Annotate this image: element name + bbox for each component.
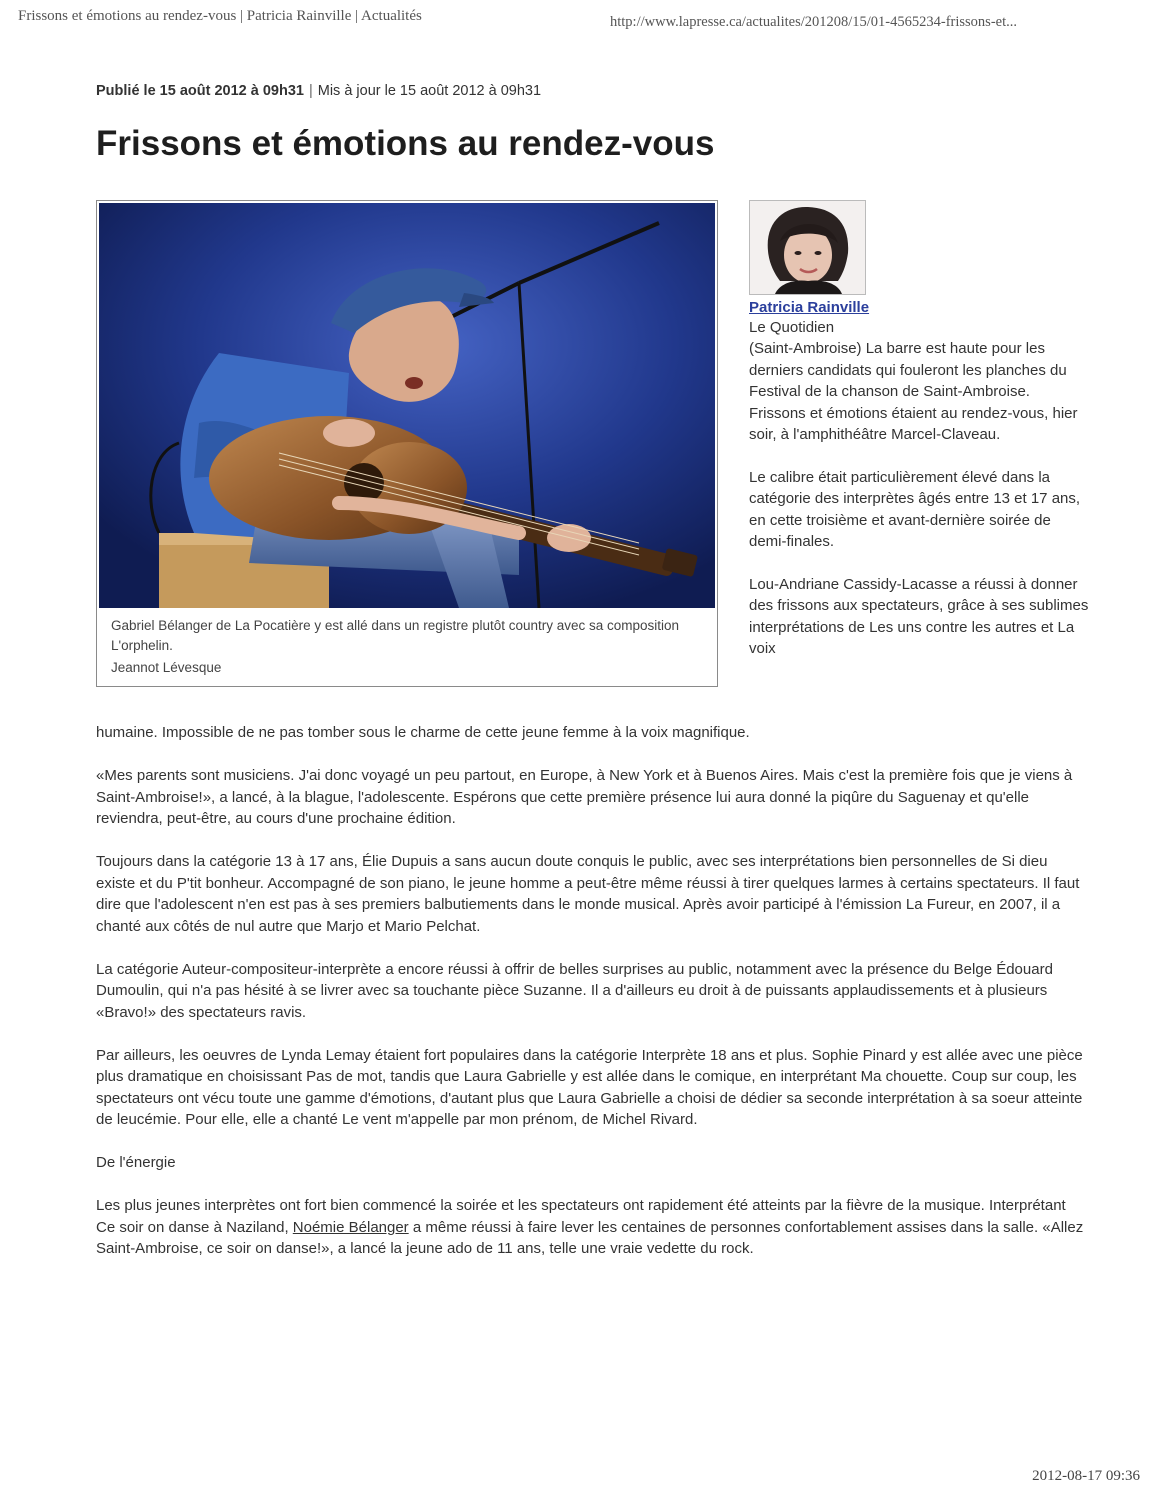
print-timestamp: 2012-08-17 09:36	[1032, 1468, 1140, 1484]
side-paragraph: Le calibre était particulièrement élevé dans la catégorie des interprètes âgés entre 13 et 17 ans, en cette troisième et avant-dernière soirée de demi-finales.	[749, 468, 1081, 550]
body-paragraph: La catégorie Auteur-compositeur-interprète a encore réussi à offrir de belles surprises au public, notamment avec la présence du Belge Édouard Dumoulin, qui n'a pas hésité à se livrer avec sa touchante pièce Suzanne. Il a d'ailleurs eu droit à de puissants applaudissements et à plusieurs «Bravo!» des spectateurs ravis.	[96, 960, 1053, 1021]
print-page-url: http://www.lapresse.ca/actualites/201208/15/01-4565234-frissons-et...	[610, 14, 1017, 30]
article-side-column	[749, 200, 1089, 660]
author-portrait-graphic	[750, 201, 865, 294]
dateline	[96, 80, 1088, 102]
last-paragraph-before: Les plus jeunes interprètes ont fort bien commencé la soirée et les spectateurs ont rapidement été atteints par la fièvre de la musique. Interprétant Ce soir on danse à Naziland,	[96, 1197, 1066, 1236]
outlet-name: Le Quotidien	[749, 319, 835, 336]
musician-guitar-photo-graphic	[99, 203, 715, 608]
article	[96, 80, 1089, 1257]
article-body	[96, 722, 1088, 1281]
author-link[interactable]: Patricia Rainville	[749, 299, 870, 316]
photo-credit: Jeannot Lévesque	[111, 660, 222, 675]
photo-caption: Gabriel Bélanger de La Pocatière y est allé dans un registre plutôt country avec sa composition L'orphelin.	[111, 618, 680, 653]
body-paragraph-continuation: humaine. Impossible de ne pas tomber sous le charme de cette jeune femme à la voix magnifique.	[96, 724, 750, 741]
body-paragraph: Toujours dans la catégorie 13 à 17 ans, Élie Dupuis a sans aucun doute conquis le public, avec ses interprétations bien personnelles de Si dieu existe et du P'tit bonheur. Accompagné de son piano, le jeune homme a peut-être même réussi à tirer quelques larmes à certains spectateurs. Il faut dire que l'adolescent n'en est pas à ses premiers balbutiements dans le monde musical. Après avoir participé à l'émission La Fureur, en 2007, il a chanté aux côtés de nul autre que Marjo et Mario Pelchat.	[96, 853, 1080, 935]
headline: Frissons et émotions au rendez-vous	[96, 124, 715, 163]
musician-guitar-photo	[99, 203, 715, 608]
print-page-title: Frissons et émotions au rendez-vous | Patricia Rainville | Actualités	[18, 8, 422, 24]
side-paragraph: Lou-Andriane Cassidy-Lacasse a réussi à donner des frissons aux spectateurs, grâce à ses sublimes interprétations de Les uns contre les autres et La voix	[749, 575, 1089, 657]
body-paragraph: Par ailleurs, les oeuvres de Lynda Lemay étaient fort populaires dans la catégorie Interprète 18 ans et plus. Sophie Pinard y est allée avec une pièce plus dramatique en choisissant Pas de mot, tandis que Laura Gabrielle y est allée dans le comique, en interprétant Ma chouette. Coup sur coup, les spectateurs ont vécu toute une gamme d'émotions, d'autant plus que Laura Gabrielle a choisi de dédier sa seconde interprétation à sa soeur atteinte de leucémie. Pour elle, elle a chanté Le vent m'appelle par mon prénom, de Michel Rivard.	[96, 1046, 1083, 1128]
photo-caption-block	[111, 616, 701, 678]
photo-box	[96, 200, 718, 687]
published-date: Publié le 15 août 2012 à 09h31	[96, 83, 304, 99]
noemie-belanger-link[interactable]: Noémie Bélanger	[292, 1218, 409, 1236]
print-header	[18, 8, 1142, 36]
body-paragraph: «Mes parents sont musiciens. J'ai donc voyagé un peu partout, en Europe, à New York et à Buenos Aires. Mais c'est la première fois que je viens à Saint-Ambroise!», a lancé, à la blague, l'adolescente. Espérons que cette première présence lui aura donné la piqûre du Saguenay et qu'elle reviendra, peut-être, au cours d'une prochaine édition.	[96, 767, 1073, 827]
author-portrait-photo	[749, 200, 866, 295]
section-subheading: De l'énergie	[96, 1154, 176, 1171]
body-paragraph-last	[96, 1195, 1088, 1260]
updated-date: Mis à jour le 15 août 2012 à 09h31	[317, 83, 542, 99]
last-paragraph-after: a même réussi à faire lever les centaines de personnes confortablement assises dans la salle. «Allez Saint-Ambroise, ce soir on danse!», a lancé la jeune ado de 11 ans, telle une vraie vedette du rock.	[96, 1218, 1084, 1257]
side-paragraph: (Saint-Ambroise) La barre est haute pour les derniers candidats qui fouleront les planches du Festival de la chanson de Saint-Ambroise. Frissons et émotions étaient au rendez-vous, hier soir, à l'amphithéâtre Marcel-Claveau.	[749, 340, 1078, 443]
dateline-separator: |	[308, 83, 313, 99]
